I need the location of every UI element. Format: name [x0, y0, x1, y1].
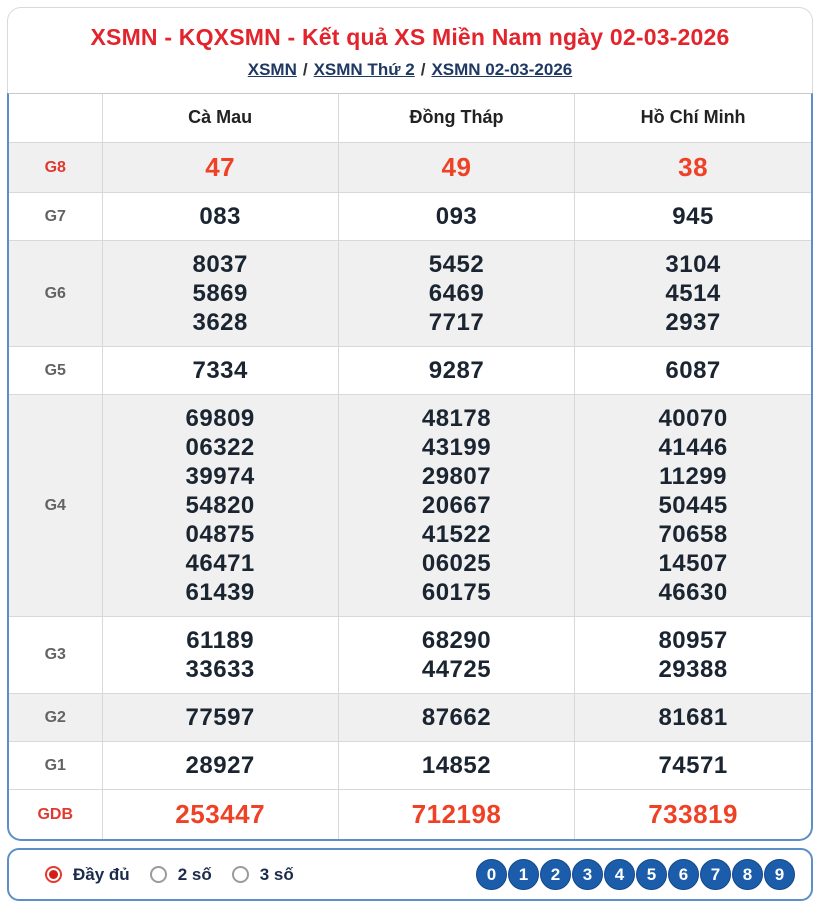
lottery-number: 6087 [665, 357, 721, 384]
prize-values-cell [338, 241, 574, 347]
prize-values-cell [338, 193, 574, 241]
digit-button-7[interactable]: 7 [700, 859, 731, 890]
breadcrumb-separator: / [302, 60, 308, 79]
prize-values-cell [102, 395, 338, 617]
prize-values-cell [575, 694, 811, 742]
lottery-number: 41522 [421, 521, 492, 548]
prize-label-g1: G1 [9, 742, 102, 790]
lottery-number: 7334 [192, 357, 248, 384]
breadcrumb-separator: / [420, 60, 426, 79]
results-table [9, 94, 811, 839]
table-row [9, 742, 811, 790]
lottery-number: 74571 [658, 752, 728, 779]
lottery-number: 39974 [185, 463, 255, 490]
digit-button-8[interactable]: 8 [732, 859, 763, 890]
table-header-row [9, 94, 811, 143]
column-header-ca-mau: Cà Mau [102, 94, 338, 143]
filter-option-full[interactable] [45, 865, 130, 885]
lottery-number: 04875 [185, 521, 255, 548]
prize-values-cell [102, 143, 338, 193]
prize-label-g3: G3 [9, 617, 102, 694]
lottery-number: 5869 [192, 280, 248, 307]
column-header-ho-chi-minh: Hồ Chí Minh [575, 94, 811, 143]
lottery-number: 41446 [658, 434, 728, 461]
lottery-number: 46471 [185, 550, 255, 577]
lottery-number: 44725 [421, 656, 492, 683]
column-header-dong-thap: Đồng Tháp [338, 94, 574, 143]
table-row [9, 241, 811, 347]
lottery-number: 06025 [421, 550, 492, 577]
prize-values-cell [102, 694, 338, 742]
lottery-results-page [7, 7, 813, 901]
page-title: XSMN - KQXSMN - Kết quả XS Miền Nam ngày 02-03-2026 [90, 24, 730, 50]
breadcrumb [18, 60, 802, 80]
lottery-number: 3628 [192, 309, 248, 336]
prize-label-g2: G2 [9, 694, 102, 742]
lottery-number: 50445 [658, 492, 728, 519]
lottery-number: 2937 [665, 309, 721, 336]
lottery-number: 49 [441, 152, 472, 182]
prize-values-cell [338, 347, 574, 395]
filter-label: Đầy đủ [73, 864, 130, 884]
prize-label-g7: G7 [9, 193, 102, 241]
prize-values-cell [102, 241, 338, 347]
prize-values-cell [575, 395, 811, 617]
lottery-number: 61189 [186, 627, 255, 654]
lottery-number: 43199 [421, 434, 492, 461]
filter-label: 2 số [177, 864, 212, 884]
digit-button-0[interactable]: 0 [476, 859, 507, 890]
lottery-number: 81681 [658, 704, 728, 731]
digit-button-2[interactable]: 2 [540, 859, 571, 890]
prize-label-g8: G8 [9, 143, 102, 193]
lottery-number: 60175 [421, 579, 492, 606]
prize-values-cell [102, 617, 338, 694]
digit-filter-buttons [475, 859, 795, 890]
lottery-number: 48178 [421, 405, 492, 432]
prize-values-cell [102, 742, 338, 790]
table-row [9, 790, 811, 840]
lottery-number: 945 [672, 203, 714, 230]
lottery-number: 29388 [658, 656, 728, 683]
lottery-number: 3104 [665, 251, 721, 278]
lottery-number: 54820 [185, 492, 255, 519]
prize-values-cell [338, 143, 574, 193]
table-row [9, 395, 811, 617]
results-body [9, 143, 811, 840]
breadcrumb-link-xsmn-date[interactable]: XSMN 02-03-2026 [431, 60, 573, 79]
lottery-number: 68290 [421, 627, 492, 654]
lottery-number: 69809 [185, 405, 255, 432]
lottery-number: 87662 [421, 704, 492, 731]
prize-values-cell [575, 790, 811, 840]
digit-button-4[interactable]: 4 [604, 859, 635, 890]
digit-button-9[interactable]: 9 [764, 859, 795, 890]
prize-label-g6: G6 [9, 241, 102, 347]
prize-values-cell [575, 742, 811, 790]
lottery-number: 6469 [428, 280, 485, 307]
prize-values-cell [575, 241, 811, 347]
breadcrumb-link-xsmn-thu2[interactable]: XSMN Thứ 2 [313, 60, 415, 79]
lottery-number: 14852 [421, 752, 492, 779]
table-row [9, 617, 811, 694]
breadcrumb-link-xsmn[interactable]: XSMN [247, 60, 297, 79]
table-row [9, 694, 811, 742]
prize-values-cell [102, 347, 338, 395]
prize-values-cell [575, 617, 811, 694]
prize-label-gdb: GDB [9, 790, 102, 840]
filter-label: 3 số [259, 864, 294, 884]
prize-values-cell [575, 143, 811, 193]
prize-values-cell [575, 193, 811, 241]
table-row [9, 143, 811, 193]
lottery-number: 29807 [421, 463, 492, 490]
digit-button-5[interactable]: 5 [636, 859, 667, 890]
header-card [7, 7, 813, 93]
lottery-number: 47 [205, 152, 236, 182]
lottery-number: 4514 [665, 280, 721, 307]
prize-values-cell [102, 790, 338, 840]
prize-label-g4: G4 [9, 395, 102, 617]
prize-label-g5: G5 [9, 347, 102, 395]
lottery-number: 5452 [428, 251, 485, 278]
radio-icon[interactable] [232, 866, 249, 883]
filter-option-3-digits[interactable] [232, 865, 294, 885]
lottery-number: 70658 [658, 521, 728, 548]
results-table-container [7, 93, 813, 841]
digit-button-6[interactable]: 6 [668, 859, 699, 890]
lottery-number: 20667 [421, 492, 492, 519]
prize-values-cell [102, 193, 338, 241]
lottery-number: 46630 [658, 579, 728, 606]
lottery-number: 33633 [185, 656, 255, 683]
filter-option-2-digits[interactable] [150, 865, 212, 885]
lottery-number: 11299 [659, 463, 728, 490]
radio-icon[interactable] [150, 866, 167, 883]
digit-button-1[interactable]: 1 [508, 859, 539, 890]
prize-values-cell [338, 790, 574, 840]
prize-values-cell [338, 617, 574, 694]
prize-values-cell [338, 742, 574, 790]
lottery-number: 093 [435, 203, 478, 230]
lottery-number: 253447 [175, 799, 266, 829]
table-row [9, 347, 811, 395]
lottery-number: 80957 [658, 627, 728, 654]
lottery-number: 7717 [428, 309, 485, 336]
lottery-number: 06322 [185, 434, 255, 461]
lottery-number: 733819 [648, 799, 738, 829]
lottery-number: 14507 [658, 550, 728, 577]
lottery-number: 28927 [185, 752, 255, 779]
lottery-number: 61439 [185, 579, 255, 606]
prize-values-cell [338, 395, 574, 617]
lottery-number: 712198 [411, 799, 502, 829]
lottery-number: 083 [199, 203, 241, 230]
prize-values-cell [338, 694, 574, 742]
lottery-number: 38 [678, 152, 709, 182]
lottery-number: 40070 [658, 405, 728, 432]
lottery-number: 77597 [185, 704, 255, 731]
radio-selected-icon[interactable] [45, 866, 62, 883]
lottery-number: 8037 [192, 251, 248, 278]
display-controls-bar [7, 848, 813, 901]
lottery-number: 9287 [428, 357, 485, 384]
table-row [9, 193, 811, 241]
prize-values-cell [575, 347, 811, 395]
digit-button-3[interactable]: 3 [572, 859, 603, 890]
prize-column-header [9, 94, 102, 143]
